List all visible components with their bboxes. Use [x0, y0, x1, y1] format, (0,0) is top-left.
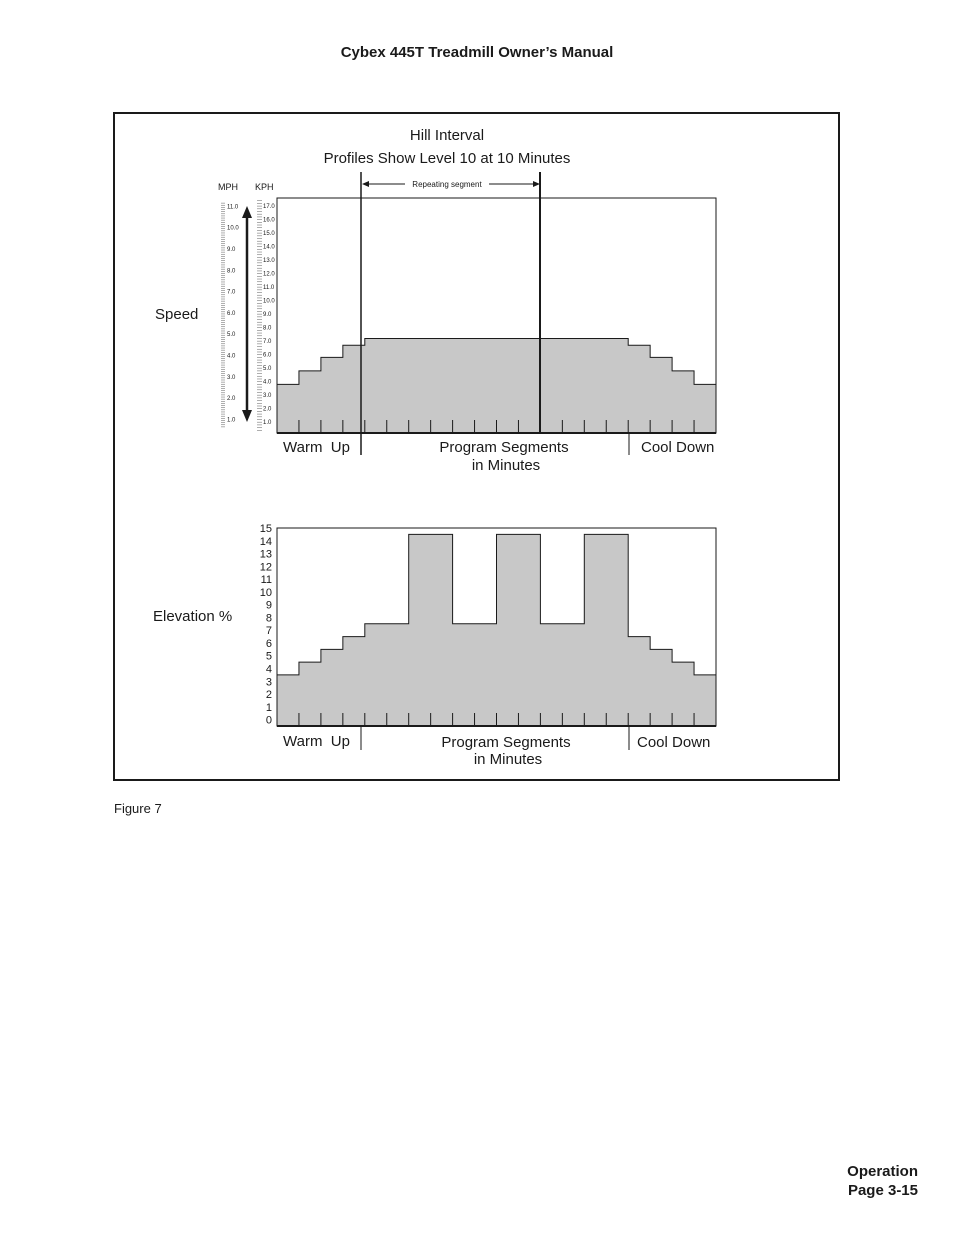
mph-tick-label: 9.0 — [227, 246, 236, 253]
kph-tick-label: 13.0 — [263, 258, 275, 265]
speed-warmup-label: Warm Up — [283, 439, 350, 456]
repeating-segment-label: Repeating segment — [412, 180, 482, 189]
kph-tick-group — [257, 201, 275, 431]
elevation-tick-label: 6 — [265, 637, 272, 650]
speed-chart — [155, 172, 716, 474]
mph-tick-label: 11.0 — [227, 204, 239, 211]
mph-tick-label: 7.0 — [227, 289, 236, 296]
kph-tick-label: 2.0 — [263, 406, 272, 413]
mph-tick-label: 3.0 — [227, 374, 236, 381]
kph-tick-label: 5.0 — [263, 366, 272, 373]
elevation-tick-group — [260, 523, 272, 727]
kph-tick-label: 11.0 — [263, 285, 275, 292]
elevation-tick-label: 2 — [265, 689, 272, 702]
mph-tick-label: 5.0 — [227, 332, 236, 339]
speed-cooldown-label: Cool Down — [641, 439, 715, 456]
speed-range-arrow-icon — [242, 206, 252, 422]
mph-tick-label: 4.0 — [227, 353, 236, 360]
mph-tick-label: 2.0 — [227, 396, 236, 403]
elevation-tick-label: 11 — [260, 574, 272, 587]
figure-svg — [115, 114, 838, 779]
elevation-tick-label: 4 — [265, 663, 272, 676]
elevation-segments-label-line2: in Minutes — [473, 751, 543, 768]
kph-tick-label: 7.0 — [263, 339, 272, 346]
mph-tick-group — [221, 203, 239, 427]
elevation-tick-label: 10 — [259, 586, 272, 599]
elevation-warmup-label: Warm Up — [283, 733, 350, 750]
mph-tick-label: 8.0 — [227, 268, 236, 275]
kph-tick-label: 3.0 — [263, 393, 272, 400]
repeating-segment-arrow — [362, 180, 540, 189]
elevation-tick-label: 9 — [265, 599, 272, 612]
elevation-tick-label: 12 — [259, 561, 272, 574]
page-footer — [847, 1162, 918, 1200]
speed-axis-title: Speed — [155, 306, 199, 323]
kph-tick-label: 9.0 — [263, 312, 272, 319]
elevation-tick-label: 7 — [265, 625, 272, 638]
elevation-profile-area — [277, 534, 716, 726]
mph-tick-label: 1.0 — [227, 417, 236, 424]
mph-tick-label: 10.0 — [227, 225, 239, 232]
elevation-tick-label: 5 — [265, 650, 272, 663]
kph-tick-label: 15.0 — [263, 231, 275, 238]
footer-section: Operation — [847, 1163, 918, 1180]
elevation-tick-label: 0 — [265, 714, 272, 727]
elevation-axis-title: Elevation % — [153, 608, 233, 625]
figure-subtitle: Profiles Show Level 10 at 10 Minutes — [323, 150, 571, 167]
speed-segments-label-line2: in Minutes — [471, 457, 541, 474]
kph-tick-label: 17.0 — [263, 204, 275, 211]
figure-title: Hill Interval — [409, 127, 485, 144]
figure-caption: Figure 7 — [114, 801, 162, 816]
page-header-title: Cybex 445T Treadmill Owner’s Manual — [340, 44, 614, 61]
elevation-tick-label: 8 — [265, 612, 272, 625]
speed-segments-label-line1: Program Segments — [439, 439, 569, 456]
mph-axis-label: MPH — [218, 182, 238, 192]
kph-tick-label: 16.0 — [263, 217, 275, 224]
elevation-tick-label: 13 — [259, 548, 272, 561]
elevation-cooldown-label: Cool Down — [637, 734, 711, 751]
kph-tick-label: 1.0 — [263, 420, 272, 427]
kph-tick-label: 6.0 — [263, 352, 272, 359]
kph-tick-label: 10.0 — [263, 298, 275, 305]
kph-tick-label: 8.0 — [263, 325, 272, 332]
footer-page-number: Page 3-15 — [847, 1182, 918, 1199]
speed-profile-area — [277, 338, 716, 433]
elevation-tick-label: 1 — [265, 701, 272, 714]
kph-tick-label: 12.0 — [263, 271, 275, 278]
elevation-tick-label: 15 — [259, 523, 272, 535]
elevation-chart — [153, 523, 716, 768]
elevation-tick-label: 3 — [265, 676, 272, 689]
kph-tick-label: 14.0 — [263, 244, 275, 251]
elevation-segments-label-line1: Program Segments — [441, 734, 571, 751]
figure-frame — [113, 112, 840, 781]
kph-axis-label: KPH — [255, 182, 274, 192]
elevation-tick-label: 14 — [259, 535, 272, 548]
mph-tick-label: 6.0 — [227, 310, 236, 317]
kph-tick-label: 4.0 — [263, 379, 272, 386]
